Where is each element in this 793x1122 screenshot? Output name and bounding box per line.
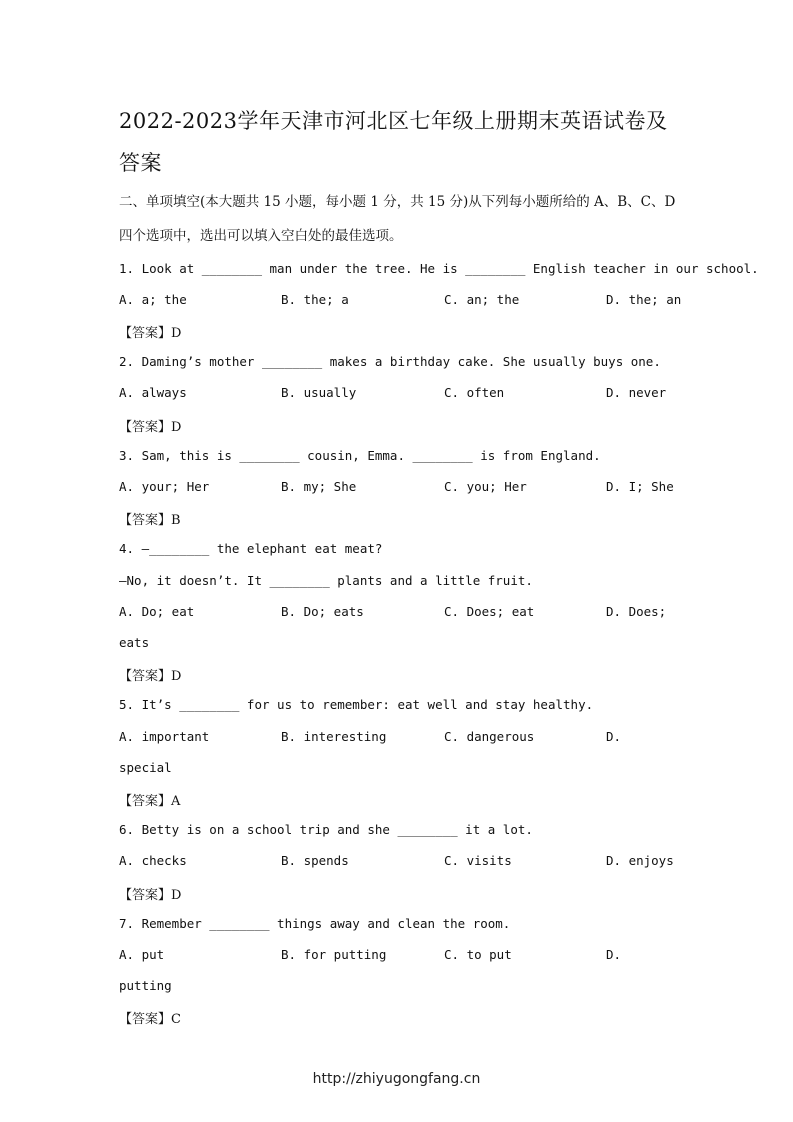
option-d: D. I; She [606, 479, 674, 494]
option-a: A. checks [119, 853, 187, 868]
question-7-stem: 7. Remember ________ things away and clean the room. [119, 916, 511, 931]
option-c: C. often [444, 385, 505, 400]
question-1-answer: 【答案】D [119, 326, 182, 341]
option-b: B. spends [281, 853, 349, 868]
option-c: C. dangerous [444, 729, 535, 744]
option-a: A. put [119, 947, 165, 962]
option-c: C. you; Her [444, 479, 527, 494]
question-1-stem: 1. Look at ________ man under the tree. He is ________ English teacher in our school. [119, 261, 759, 276]
question-4-stem-reply: —No, it doesn’t. It ________ plants and a little fruit. [119, 573, 533, 588]
option-c: C. visits [444, 853, 512, 868]
question-4-stem: 4. —________ the elephant eat meat? [119, 541, 383, 556]
question-7-answer: 【答案】C [119, 1012, 181, 1027]
option-b: B. for putting [281, 947, 387, 962]
option-b: B. the; a [281, 292, 349, 307]
option-a: A. a; the [119, 292, 187, 307]
question-4-answer: 【答案】D [119, 669, 182, 684]
section-heading: 二、单项填空(本大题共 15 小题，每小题 1 分，共 15 分)从下列每小题所给的 A、B、C、D 四个选项中，选出可以填入空白处的最佳选项。 [119, 194, 676, 244]
question-5-answer: 【答案】A [119, 794, 181, 809]
question-4-option-wrap: eats [119, 635, 150, 650]
question-5-options [119, 729, 689, 749]
option-c: C. Does; eat [444, 604, 535, 619]
question-2-options [119, 385, 689, 405]
option-a: A. always [119, 385, 187, 400]
question-7-options [119, 947, 689, 967]
question-6-stem: 6. Betty is on a school trip and she ________ it a lot. [119, 822, 533, 837]
question-5-stem: 5. It’s ________ for us to remember: eat well and stay healthy. [119, 697, 594, 712]
question-2-answer: 【答案】D [119, 420, 182, 435]
question-5-option-wrap: special [119, 760, 172, 775]
question-4-options [119, 604, 689, 624]
option-c: C. an; the [444, 292, 520, 307]
question-2-stem: 2. Daming’s mother ________ makes a birthday cake. She usually buys one. [119, 354, 661, 369]
document-title: 2022-2023学年天津市河北区七年级上册期末英语试卷及答案 [119, 109, 668, 175]
question-6-options [119, 853, 689, 873]
question-1-options [119, 292, 689, 312]
option-b: B. Do; eats [281, 604, 364, 619]
question-3-stem: 3. Sam, this is ________ cousin, Emma. ________ is from England. [119, 448, 601, 463]
option-d: D. [606, 729, 622, 744]
question-3-answer: 【答案】B [119, 513, 181, 528]
footer-url[interactable]: http://zhiyugongfang.cn [312, 1071, 481, 1087]
option-d: D. the; an [606, 292, 682, 307]
question-6-answer: 【答案】D [119, 888, 182, 903]
option-a: A. important [119, 729, 210, 744]
option-d: D. [606, 947, 622, 962]
option-d: D. Does; [606, 604, 667, 619]
option-d: D. never [606, 385, 667, 400]
option-d: D. enjoys [606, 853, 674, 868]
option-c: C. to put [444, 947, 512, 962]
option-b: B. my; She [281, 479, 357, 494]
question-3-options [119, 479, 689, 499]
question-7-option-wrap: putting [119, 978, 172, 993]
option-a: A. your; Her [119, 479, 210, 494]
option-a: A. Do; eat [119, 604, 195, 619]
option-b: B. interesting [281, 729, 387, 744]
option-b: B. usually [281, 385, 357, 400]
